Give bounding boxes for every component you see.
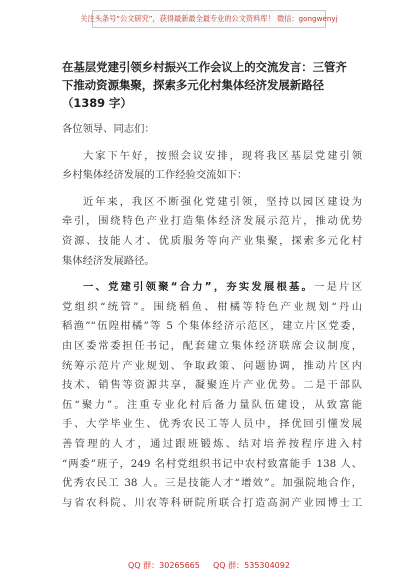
paragraph-line: 党组织“统管”。围绕稻鱼、柑橘等特色产业规划“丹山 (62, 300, 362, 313)
paragraph-line: 技术、销售等资源共享，凝聚连片产业优势。二是干部队 (62, 379, 362, 392)
paragraph-line: 与省农科院、川农等科研院所联合打造高洞产业园博士工 (62, 496, 362, 509)
paragraph-line: 手、大学毕业生、优秀农民工等人员中，择优回引懂发展 (62, 418, 362, 431)
footer-qq-group-left: QQ 群：30265665 (128, 561, 200, 570)
section-heading: 一、党建引领聚“合力”，夯实发展根基。 (83, 281, 315, 294)
salutation (62, 120, 362, 140)
paragraph-line: 统筹示范片产业规划、争取政策、问题协调，推动片区内 (62, 359, 362, 372)
document-body (62, 120, 362, 513)
title-line: 在基层党建引领乡村振兴工作会议上的交流发言：三管齐 (62, 60, 347, 74)
section-heading-line (62, 278, 362, 298)
paragraph-line: 牵引，围绕特色产业打造集体经济发展示范片，推动优势 (62, 215, 362, 228)
paragraph-line: 善管理的人才，通过跟班锻炼、结对培养按程序进入村 (62, 437, 362, 450)
paragraph-line: 资源、技能人才、优质服务等向产业集聚，探索多元化村 (62, 234, 362, 247)
section-one-paragraph (62, 278, 362, 513)
title-line: 下推动资源集聚，探索多元化村集体经济发展新路径 (62, 78, 324, 92)
paragraph-line: 近年来，我区不断强化党建引领，坚持以园区建设为 (83, 195, 362, 208)
document-title (62, 58, 362, 112)
header-banner: 关注头条号“公文研究”，获得最新最全最专业的公文资料库！ 微信：gongwenyj (92, 10, 326, 28)
footer-qq-group-right: QQ 群：535304092 (213, 561, 290, 570)
paragraph-line: 伍“聚力”。注重专业化村后备力量队伍建设，从致富能 (62, 398, 362, 411)
paragraph-line: 乡村集体经济发展的工作经验交流如下： (62, 169, 248, 182)
title-word-count: （1389 字） (62, 96, 132, 110)
salutation-line: 各位领导、同志们： (62, 123, 155, 135)
paragraph-line: 优秀农民工 38 人。三是技能人才“增效”。加强院地合作， (62, 477, 362, 490)
paragraph-line: 由区委常委担任书记，配套建立集体经济联席会议制度， (62, 339, 362, 352)
greeting-paragraph (62, 147, 362, 186)
paragraph-line: “两委”班子，249 名村党组织书记中农村致富能手 138 人、 (62, 457, 362, 470)
footer (0, 560, 408, 574)
section-heading-tail: 一是片区 (314, 281, 362, 294)
paragraph-line: 大家下午好，按照会议安排，现将我区基层党建引领 (83, 149, 362, 162)
paragraph-line: 集体经济发展路径。 (62, 254, 155, 267)
paragraph-line: 稻渔”“伍隍柑橘”等 5 个集体经济示范区，建立片区党委， (62, 320, 362, 333)
intro-paragraph (62, 193, 362, 271)
